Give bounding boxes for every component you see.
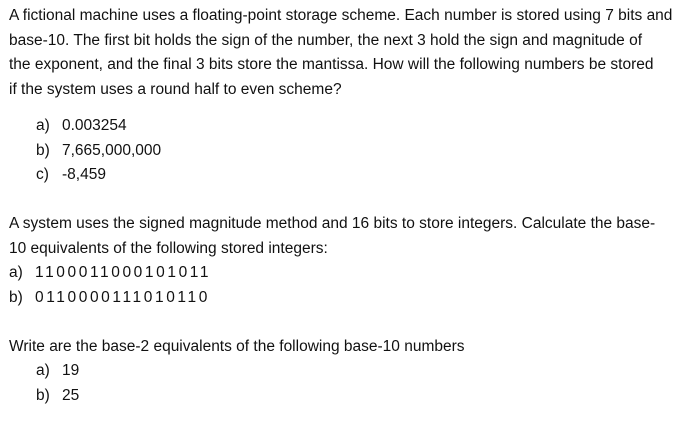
- item-label: a): [36, 362, 50, 379]
- item-label: a): [9, 264, 23, 281]
- item-label: a): [36, 117, 50, 134]
- question-3-text: [9, 335, 693, 360]
- list-item: [36, 359, 79, 384]
- list-item: [9, 261, 211, 286]
- item-value: 1100011000101011: [35, 264, 212, 281]
- list-item: [36, 384, 79, 409]
- item-label: b): [36, 386, 50, 404]
- item-label: c): [36, 166, 49, 183]
- list-item: [9, 286, 211, 311]
- question-1-line: A fictional machine uses a floating-point storage scheme. Each number is stored using 7 bits and: [9, 7, 673, 24]
- question-2-items: [9, 261, 211, 310]
- item-value: 0110000111010110: [35, 288, 210, 306]
- item-value: 25: [62, 386, 80, 404]
- item-value: 19: [62, 362, 80, 379]
- question-3-line: Write are the base-2 equivalents of the following base-10 numbers: [9, 338, 465, 355]
- item-value: 7,665,000,000: [62, 141, 162, 159]
- question-2-text: [9, 212, 693, 261]
- list-item: [36, 114, 161, 139]
- item-value: -8,459: [62, 166, 106, 183]
- question-1-items: [36, 114, 161, 188]
- item-label: b): [9, 288, 23, 306]
- question-3-items: [36, 359, 79, 408]
- question-1-line: the exponent, and the final 3 bits store the mantissa. How will the following numbers be stored: [9, 56, 654, 73]
- list-item: [36, 139, 161, 164]
- question-1-line: if the system uses a round half to even scheme?: [9, 80, 342, 98]
- item-value: 0.003254: [62, 117, 127, 134]
- question-2-line: 10 equivalents of the following stored integers:: [9, 239, 328, 257]
- list-item: [36, 163, 161, 188]
- question-2-line: A system uses the signed magnitude method and 16 bits to store integers. Calculate the base-: [9, 215, 656, 232]
- question-1-line: base-10. The first bit holds the sign of the number, the next 3 hold the sign and magnitude of: [9, 31, 643, 49]
- item-label: b): [36, 141, 50, 159]
- question-1-text: [9, 4, 693, 102]
